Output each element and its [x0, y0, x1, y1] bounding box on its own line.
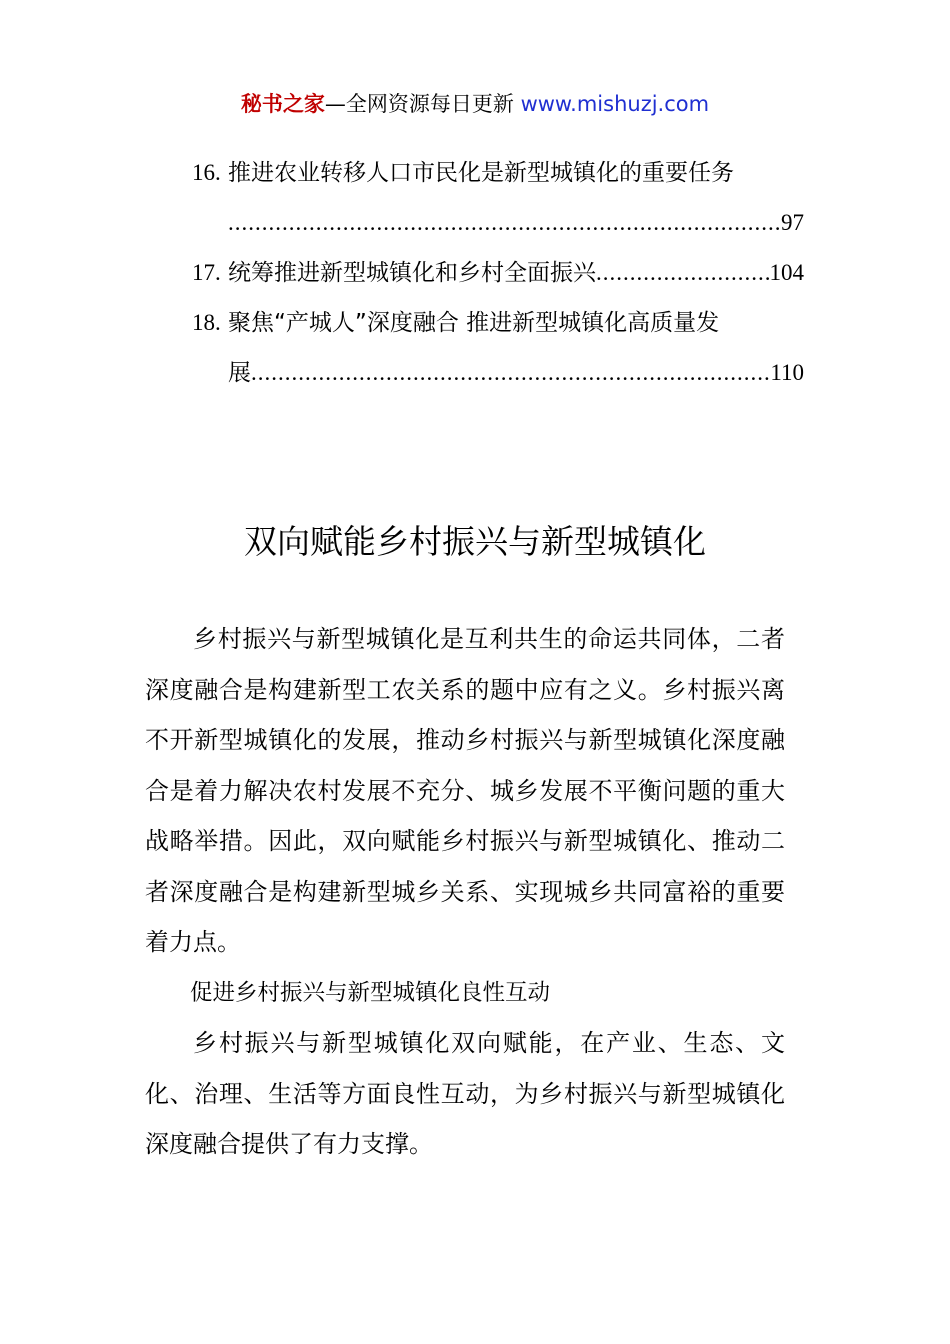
toc-title: 统筹推进新型城镇化和乡村全面振兴 — [228, 260, 596, 286]
toc-number: 17. — [192, 260, 221, 285]
toc-number: 16. — [192, 160, 221, 185]
article-body — [145, 614, 785, 1170]
toc-page-number: 110 — [770, 360, 804, 385]
paragraph: 乡村振兴与新型城镇化双向赋能，在产业、生态、文化、治理、生活等方面良性互动，为乡村振兴与新型城镇化深度融合提供了有力支撑。 — [145, 1029, 785, 1158]
page-header — [0, 88, 950, 120]
toc-title: 推进农业转移人口市民化是新型城镇化的重要任务 — [228, 160, 734, 186]
section-subheading: 促进乡村振兴与新型城镇化良性互动 — [190, 979, 551, 1006]
toc-entry[interactable] — [192, 298, 804, 348]
toc-page-number: 97 — [781, 210, 804, 235]
toc-number: 18. — [192, 310, 221, 335]
table-of-contents — [192, 148, 804, 398]
toc-title-continuation: 展 — [228, 360, 251, 386]
toc-entry[interactable] — [192, 148, 804, 198]
toc-page-number: 104 — [769, 260, 804, 285]
toc-leader-line — [228, 198, 804, 248]
toc-title: 聚焦“产城人”深度融合 推进新型城镇化高质量发 — [228, 310, 720, 336]
toc-leader-dots — [228, 198, 781, 248]
toc-leader-line — [228, 348, 804, 398]
paragraph: 乡村振兴与新型城镇化是互利共生的命运共同体，二者深度融合是构建新型工农关系的题中应有之义。乡村振兴离不开新型城镇化的发展，推动乡村振兴与新型城镇化深度融合是着力解决农村发展不充分、城乡发展不平衡问题的重大战略举措。因此，双向赋能乡村振兴与新型城镇化、推动二者深度融合是构建新型城乡关系、实现城乡共同富裕的重要着力点。 — [145, 625, 785, 956]
brand-name: 秘书之家 — [240, 92, 325, 116]
toc-leader-dots — [596, 248, 770, 298]
toc-leader-line — [228, 248, 804, 298]
header-slogan: —全网资源每日更新 — [324, 92, 521, 116]
article-title: 双向赋能乡村振兴与新型城镇化 — [244, 522, 706, 561]
toc-leader-dots — [251, 348, 770, 398]
toc-entry-continuation[interactable] — [192, 348, 804, 398]
website-link[interactable]: www.mishuzj.com — [520, 92, 710, 116]
toc-entry[interactable] — [192, 248, 804, 298]
toc-entry-continuation[interactable] — [192, 198, 804, 248]
